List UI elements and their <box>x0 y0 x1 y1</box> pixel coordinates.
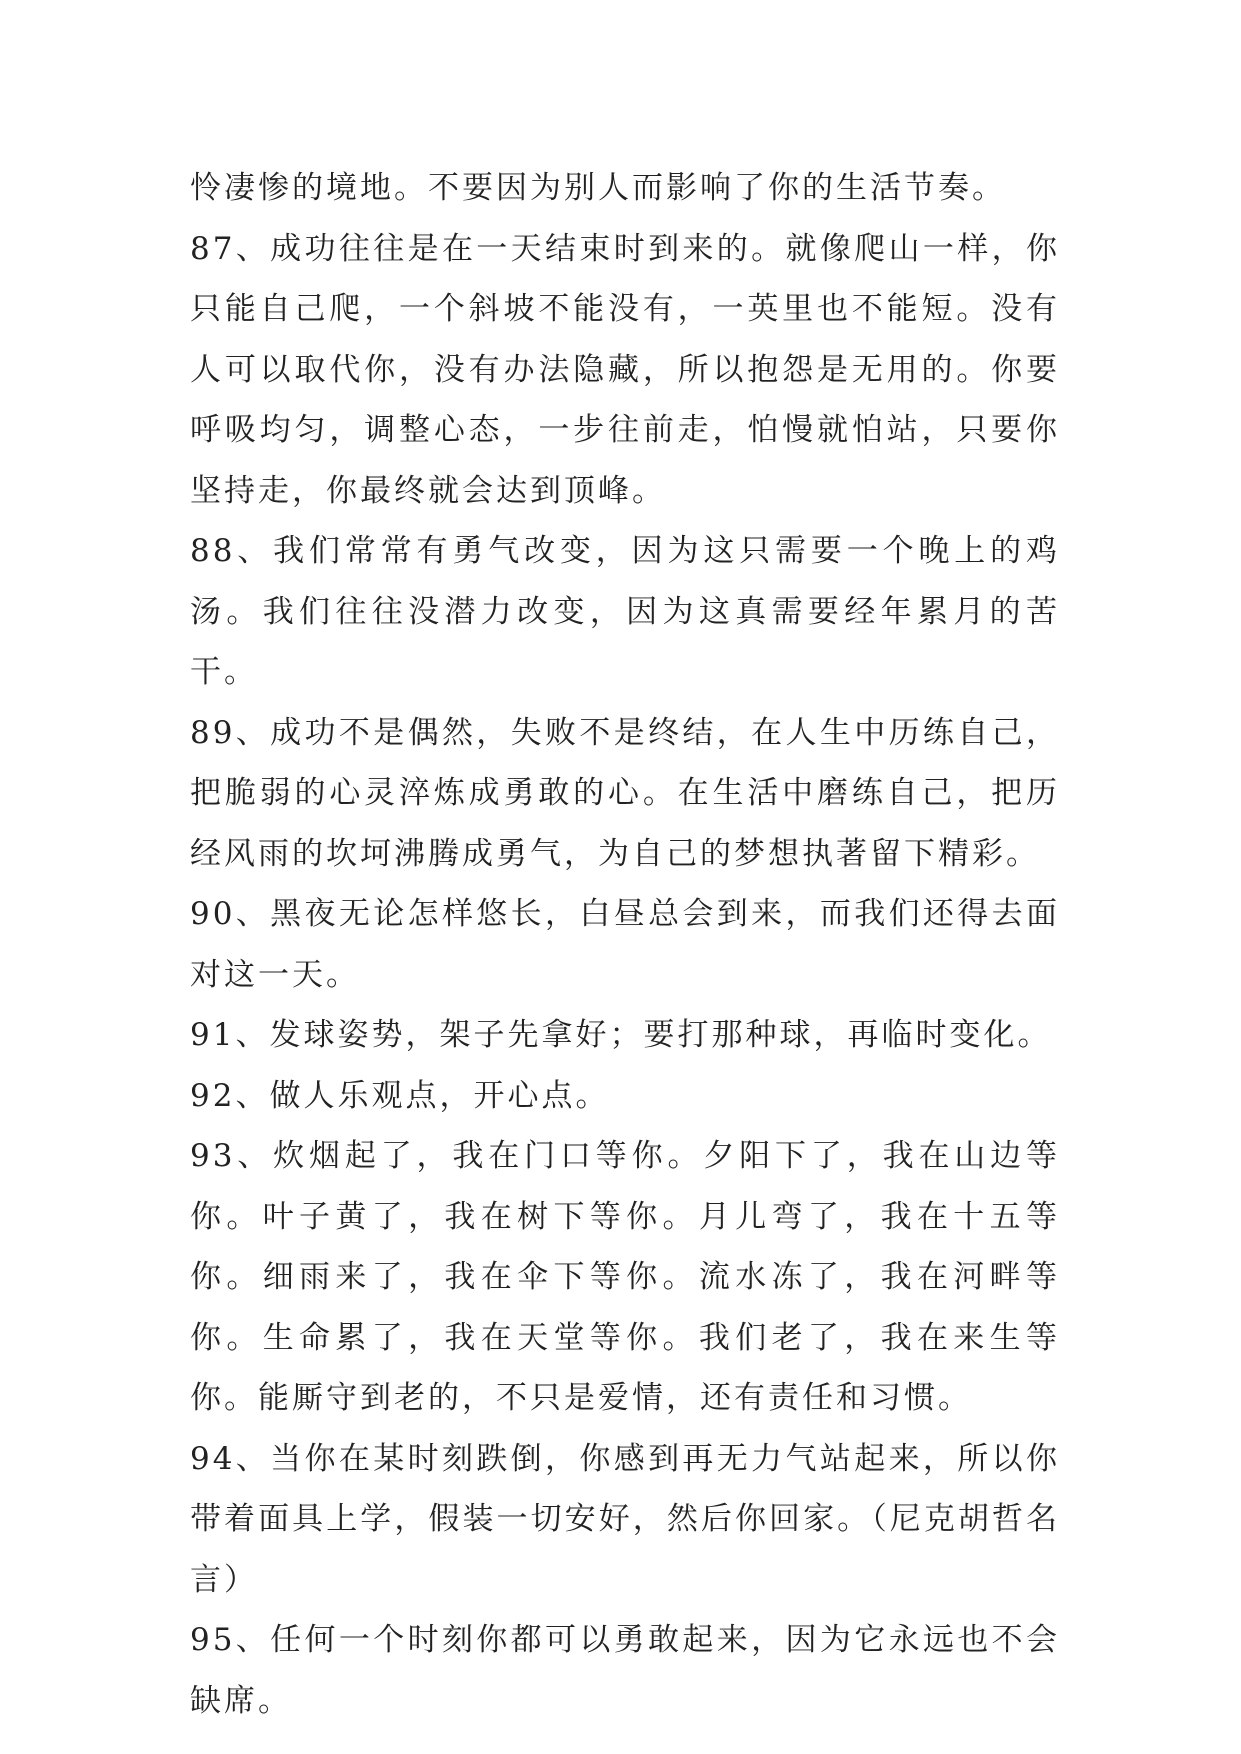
paragraph-94: 94、当你在某时刻跌倒，你感到再无力气站起来，所以你带着面具上学，假装一切安好，然后你回家。（尼克胡哲名言） <box>190 1440 1060 1598</box>
paragraph-95: 95、任何一个时刻你都可以勇敢起来，因为它永远也不会缺席。 <box>190 1622 1060 1719</box>
paragraph-90: 90、黑夜无论怎样悠长，白昼总会到来，而我们还得去面对这一天。 <box>190 896 1060 993</box>
paragraph-92: 92、做人乐观点，开心点。 <box>190 1077 610 1114</box>
paragraph-89: 89、成功不是偶然，失败不是终结，在人生中历练自己，把脆弱的心灵淬炼成勇敢的心。在生活中磨练自己，把历经风雨的坎坷沸腾成勇气，为自己的梦想执著留下精彩。 <box>190 714 1060 872</box>
paragraph-93: 93、炊烟起了，我在门口等你。夕阳下了，我在山边等你。叶子黄了，我在树下等你。月儿弯了，我在十五等你。细雨来了，我在伞下等你。流水冻了，我在河畔等你。生命累了，我在天堂等你。我们老了，我在来生等你。能厮守到老的，不只是爱情，还有责任和习惯。 <box>190 1138 1060 1416</box>
paragraph-88: 88、我们常常有勇气改变，因为这只需要一个晚上的鸡汤。我们往往没潜力改变，因为这真需要经年累月的苦干。 <box>190 533 1060 690</box>
paragraph-87: 87、成功往往是在一天结束时到来的。就像爬山一样，你只能自己爬，一个斜坡不能没有，一英里也不能短。没有人可以取代你，没有办法隐藏，所以抱怨是无用的。你要呼吸均匀，调整心态，一步往前走，怕慢就怕站，只要你坚持走，你最终就会达到顶峰。 <box>190 230 1060 509</box>
document-body <box>190 158 1060 1731</box>
paragraph-continuation: 怜凄惨的境地。不要因为别人而影响了你的生活节奏。 <box>190 170 1006 206</box>
paragraph-91: 91、发球姿势，架子先拿好；要打那种球，再临时变化。 <box>190 1017 1052 1053</box>
